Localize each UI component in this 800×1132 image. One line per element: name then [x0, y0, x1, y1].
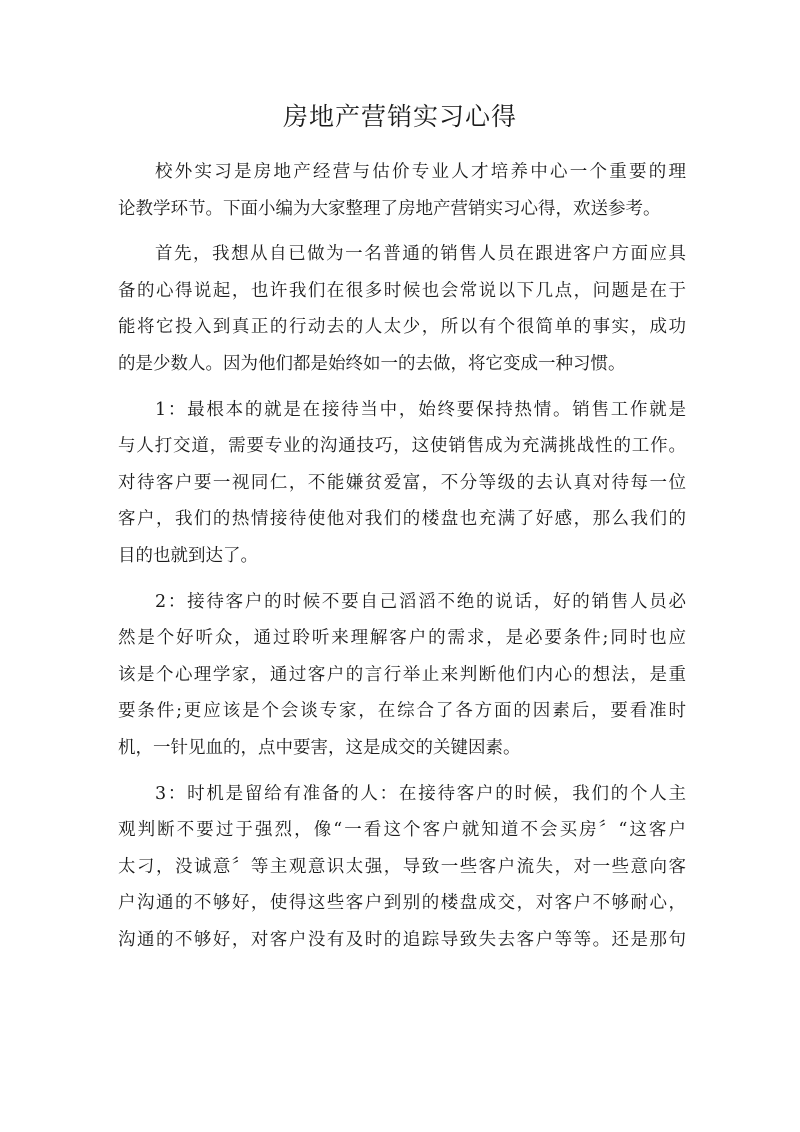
text-line: 目的也就到达了。	[118, 545, 258, 566]
text-line: 太刁，没诚意〞等主观意识太强，导致一些客户流失，对一些意向客	[118, 856, 686, 877]
text-line: 能将它投入到真正的行动去的人太少，所以有个很简单的事实，成功	[118, 317, 686, 338]
paragraph-first	[118, 236, 686, 382]
text-line: 然是个好听众，通过聆听来理解客户的需求，是必要条件;同时也应	[118, 628, 686, 649]
text-line: 1：最根本的就是在接待当中，始终要保持热情。销售工作就是	[155, 399, 686, 420]
text-line: 要条件;更应该是个会谈专家，在综合了各方面的因素后，要看准时	[118, 701, 686, 722]
text-line: 户沟通的不够好，使得这些客户到别的楼盘成交，对客户不够耐心，	[118, 893, 686, 914]
paragraph-point-1	[118, 392, 686, 575]
paragraph-intro	[118, 154, 686, 227]
text-line: 对待客户要一视同仁，不能嫌贫爱富，不分等级的去认真对待每一位	[118, 472, 686, 493]
text-line: 观判断不要过于强烈，像“一看这个客户就知道不会买房〞“这客户	[118, 820, 686, 841]
text-line: 首先，我想从自已做为一名普通的销售人员在跟进客户方面应具	[155, 244, 686, 265]
document-body	[118, 154, 686, 967]
text-line: 论教学环节。下面小编为大家整理了房地产营销实习心得，欢送参考。	[118, 198, 661, 219]
text-line: 沟通的不够好，对客户没有及时的追踪导致失去客户等等。还是那句	[118, 929, 686, 950]
text-line: 该是个心理学家，通过客户的言行举止来判断他们内心的想法，是重	[118, 664, 686, 685]
document-title: 房地产营销实习心得	[282, 102, 517, 131]
text-line: 机，一针见血的，点中要害，这是成交的关键因素。	[118, 737, 521, 758]
text-line: 的是少数人。因为他们都是始终如一的去做，将它变成一种习惯。	[118, 353, 626, 374]
text-line: 备的心得说起，也许我们在很多时候也会常说以下几点，问题是在于	[118, 280, 686, 301]
text-line: 2：接待客户的时候不要自己滔滔不绝的说话，好的销售人员必	[155, 591, 686, 612]
text-line: 校外实习是房地产经营与估价专业人才培养中心一个重要的理	[155, 162, 686, 182]
paragraph-point-2	[118, 584, 686, 767]
paragraph-point-3	[118, 776, 686, 959]
text-line: 与人打交道，需要专业的沟通技巧，这使销售成为充满挑战性的工作。	[118, 436, 686, 457]
text-line: 3：时机是留给有准备的人：在接待客户的时候，我们的个人主	[155, 783, 686, 804]
text-line: 客户，我们的热情接待使他对我们的楼盘也充满了好感，那么我们的	[118, 509, 686, 530]
